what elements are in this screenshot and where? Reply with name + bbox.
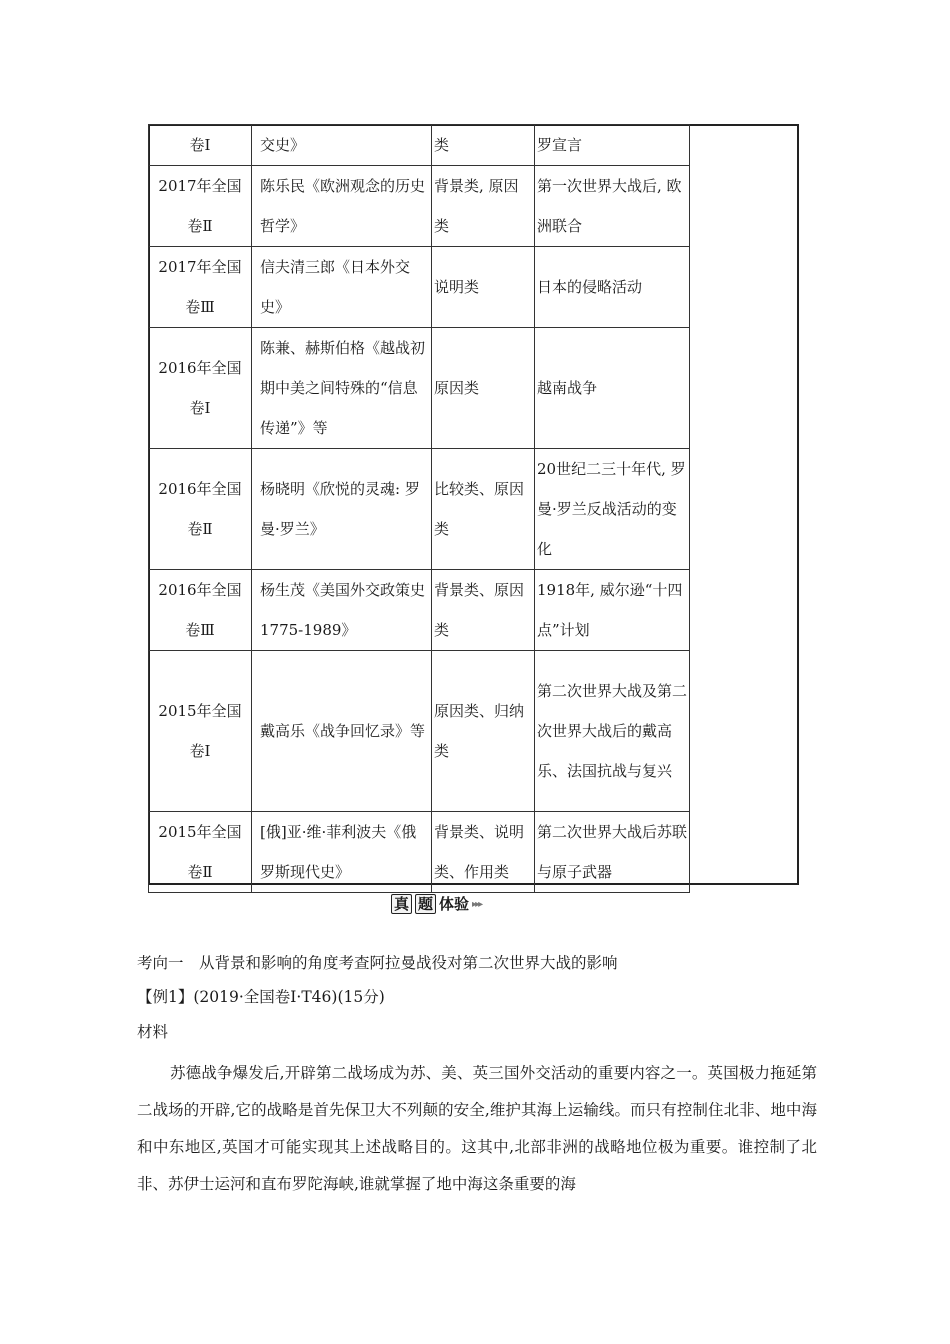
topic-cell: 1918年, 威尔逊“十四点”计划 <box>535 570 690 651</box>
badge-text: 体验 <box>439 895 470 913</box>
source-cell: 交史》 <box>252 125 432 166</box>
exam-cell: 卷Ⅰ <box>149 125 252 166</box>
exam-cell: 2016年全国卷Ⅲ <box>149 570 252 651</box>
source-cell: 杨生茂《美国外交政策史1775-1989》 <box>252 570 432 651</box>
badge-char-box: 真 <box>391 894 412 914</box>
table-row <box>149 651 690 812</box>
source-cell: 陈乐民《欧洲观念的历史哲学》 <box>252 166 432 247</box>
exam-cell: 2017年全国卷Ⅲ <box>149 247 252 328</box>
exam-cell: 2017年全国卷Ⅱ <box>149 166 252 247</box>
source-cell: [俄]亚·维·菲利波夫《俄罗斯现代史》 <box>252 812 432 893</box>
topic-cell: 第二次世界大战及第二次世界大战后的戴高乐、法国抗战与复兴 <box>535 651 690 812</box>
table-row <box>149 166 690 247</box>
type-cell: 说明类 <box>432 247 535 328</box>
topic-cell: 第二次世界大战后苏联与原子武器 <box>535 812 690 893</box>
type-cell: 类 <box>432 125 535 166</box>
table-row <box>149 125 690 166</box>
exam-cell: 2015年全国卷Ⅱ <box>149 812 252 893</box>
table-row <box>149 328 690 449</box>
topic-cell: 日本的侵略活动 <box>535 247 690 328</box>
topic-cell: 第一次世界大战后, 欧洲联合 <box>535 166 690 247</box>
topic-cell: 20世纪二三十年代, 罗曼·罗兰反战活动的变化 <box>535 449 690 570</box>
type-cell: 比较类、原因类 <box>432 449 535 570</box>
type-cell: 原因类、归纳类 <box>432 651 535 812</box>
material-label: 材料 <box>137 1023 169 1041</box>
reference-table <box>148 124 690 893</box>
table-row <box>149 570 690 651</box>
table-row <box>149 449 690 570</box>
example-label: 【例1】(2019·全国卷Ⅰ·T46)(15分) <box>137 988 385 1006</box>
section-heading: 考向一 从背景和影响的角度考查阿拉曼战役对第二次世界大战的影响 <box>137 954 618 972</box>
type-cell: 背景类, 原因类 <box>432 166 535 247</box>
source-cell: 信夫清三郎《日本外交史》 <box>252 247 432 328</box>
topic-cell: 越南战争 <box>535 328 690 449</box>
type-cell: 背景类、说明类、作用类 <box>432 812 535 893</box>
table-row <box>149 812 690 893</box>
material-paragraph: 苏德战争爆发后,开辟第二战场成为苏、美、英三国外交活动的重要内容之一。英国极力拖延第二战场的开辟,它的战略是首先保卫大不列颠的安全,维护其海上运输线。而只有控制住北非、地中海和中东地区,英国才可能实现其上述战略目的。这其中,北部非洲的战略地位极为重要。谁控制了北非、苏伊士运河和直布罗陀海峡,谁就掌握了地中海这条重要的海 <box>137 1064 817 1193</box>
exam-cell: 2015年全国卷Ⅰ <box>149 651 252 812</box>
section-badge <box>391 894 481 914</box>
exam-cell: 2016年全国卷Ⅱ <box>149 449 252 570</box>
source-cell: 戴高乐《战争回忆录》等 <box>252 651 432 812</box>
source-cell: 陈兼、赫斯伯格《越战初期中美之间特殊的“信息传递”》等 <box>252 328 432 449</box>
topic-cell: 罗宣言 <box>535 125 690 166</box>
type-cell: 背景类、原因类 <box>432 570 535 651</box>
exam-cell: 2016年全国卷Ⅰ <box>149 328 252 449</box>
badge-char-box: 题 <box>415 894 436 914</box>
type-cell: 原因类 <box>432 328 535 449</box>
arrow-icon: ▸▸▸ <box>472 898 482 910</box>
table-row <box>149 247 690 328</box>
source-cell: 杨晓明《欣悦的灵魂: 罗曼·罗兰》 <box>252 449 432 570</box>
